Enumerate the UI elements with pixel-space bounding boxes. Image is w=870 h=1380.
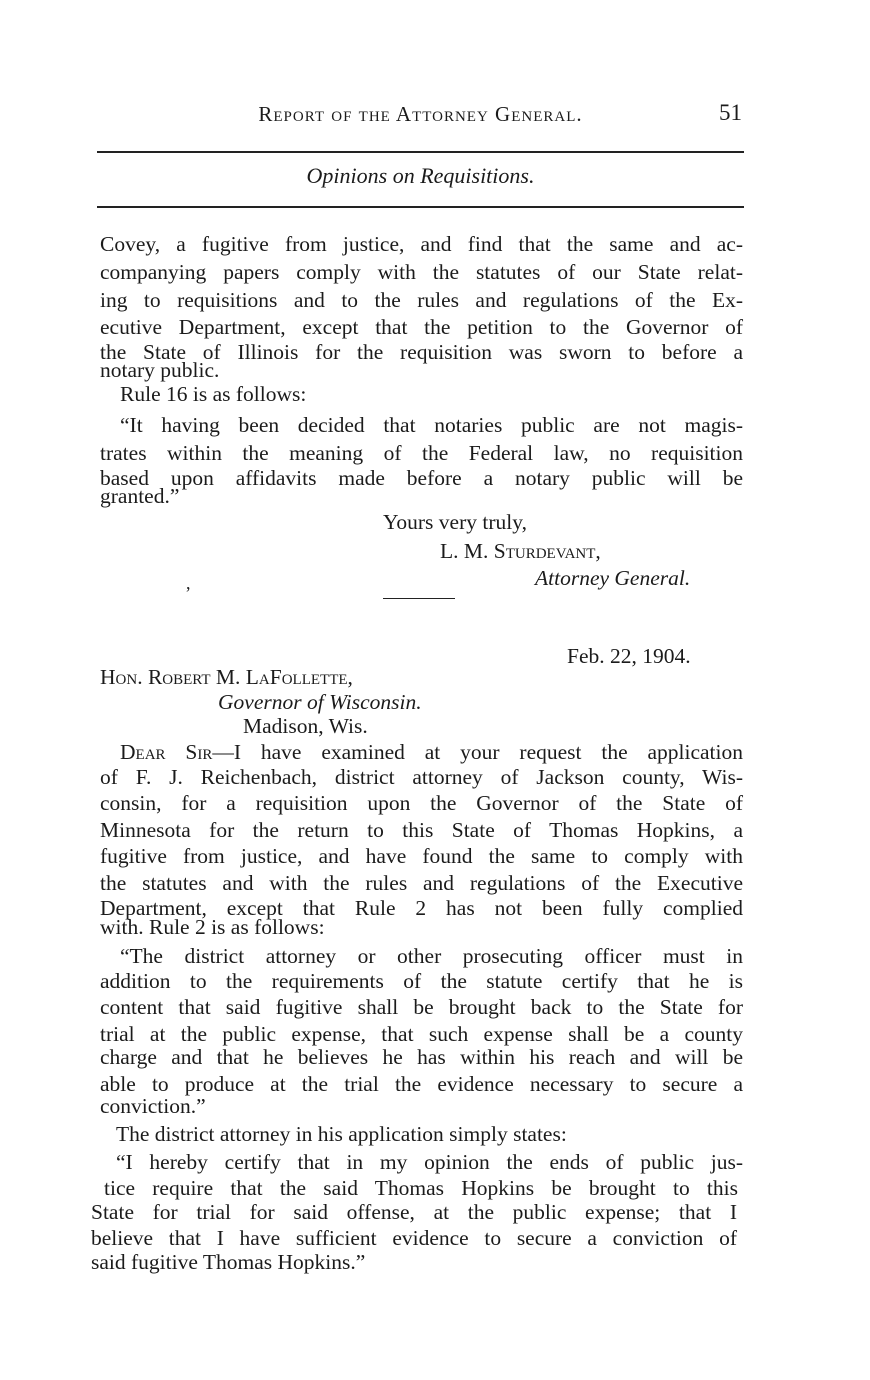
letter2-line: Minnesota for the return to this State of Thomas Hopkins, a <box>100 818 743 842</box>
closing: Yours very truly, <box>383 510 527 534</box>
running-head <box>97 100 744 132</box>
letter2-line: conviction.” <box>100 1094 206 1118</box>
letter2-line: content that said fugitive shall be brought back to the State for <box>100 995 743 1019</box>
letter2-line: consin, for a requisition upon the Governor of the State of <box>100 791 743 815</box>
letter2-line: said fugitive Thomas Hopkins.” <box>91 1250 366 1274</box>
letter2-line: “I hereby certify that in my opinion the ends of public jus- <box>116 1150 743 1174</box>
letter2-line: the statutes and with the rules and regulations of the Executive <box>100 871 743 895</box>
letter1-line: Rule 16 is as follows: <box>120 382 307 406</box>
letter2-line: trial at the public expense, that such expense shall be a county <box>100 1022 743 1046</box>
letter2-line: “The district attorney or other prosecuting officer must in <box>120 944 743 968</box>
letter1-line: companying papers comply with the statutes of our State relat- <box>100 260 743 284</box>
salutation-line <box>120 740 743 764</box>
letter1-line: ecutive Department, except that the petition to the Governor of <box>100 315 743 339</box>
salutation: Dear Sir <box>120 740 213 764</box>
letter2-line: of F. J. Reichenbach, district attorney of Jackson county, Wis- <box>100 765 743 789</box>
header-rule-top <box>97 151 744 153</box>
letter2-line: The district attorney in his application simply states: <box>116 1122 567 1146</box>
letter2-line: charge and that he believes he has within his reach and will be <box>100 1045 743 1069</box>
letter2-line: addition to the requirements of the statute certify that he is <box>100 969 743 993</box>
letter2-line: State for trial for said offense, at the public expense; that I <box>91 1200 737 1224</box>
letter1-line: trates within the meaning of the Federal law, no requisition <box>100 441 743 465</box>
letter2-line: Department, except that Rule 2 has not been fully complied <box>100 896 743 920</box>
addressee-name: Hon. Robert M. LaFollette, <box>100 665 353 689</box>
signer-title: Attorney General. <box>535 566 691 590</box>
letter1-line: granted.” <box>100 484 180 508</box>
letter2-line: able to produce at the trial the evidence necessary to secure a <box>100 1072 743 1096</box>
letter1-line: notary public. <box>100 358 220 382</box>
letter-date: Feb. 22, 1904. <box>567 644 691 668</box>
letter2-line: tice require that the said Thomas Hopkins be brought to this <box>104 1176 738 1200</box>
letter1-line: Covey, a fugitive from justice, and find that the same and ac- <box>100 232 743 256</box>
letter1-line: ing to requisitions and to the rules and regulations of the Ex- <box>100 288 743 312</box>
separator-rule <box>383 598 455 599</box>
signer-name: L. M. Sturdevant, <box>440 539 601 563</box>
stray-mark: , <box>186 573 191 593</box>
addressee-city: Madison, Wis. <box>243 714 368 738</box>
running-title: Report of the Attorney General. <box>258 102 583 126</box>
addressee-title: Governor of Wisconsin. <box>218 690 422 714</box>
letter1-line: based upon affidavits made before a notary public will be <box>100 466 743 490</box>
letter2-line: fugitive from justice, and have found the same to comply with <box>100 844 743 868</box>
section-title: Opinions on Requisitions. <box>306 163 535 188</box>
letter2-line: with. Rule 2 is as follows: <box>100 915 325 939</box>
letter2-line: —I have examined at your request the application <box>212 740 744 764</box>
page-number: 51 <box>719 100 742 125</box>
letter2-line: believe that I have sufficient evidence to secure a conviction of <box>91 1226 737 1250</box>
header-rule-bottom <box>97 206 744 208</box>
letter1-line: “It having been decided that notaries public are not magis- <box>120 413 743 437</box>
letter1-line: the State of Illinois for the requisition was sworn to before a <box>100 340 743 364</box>
